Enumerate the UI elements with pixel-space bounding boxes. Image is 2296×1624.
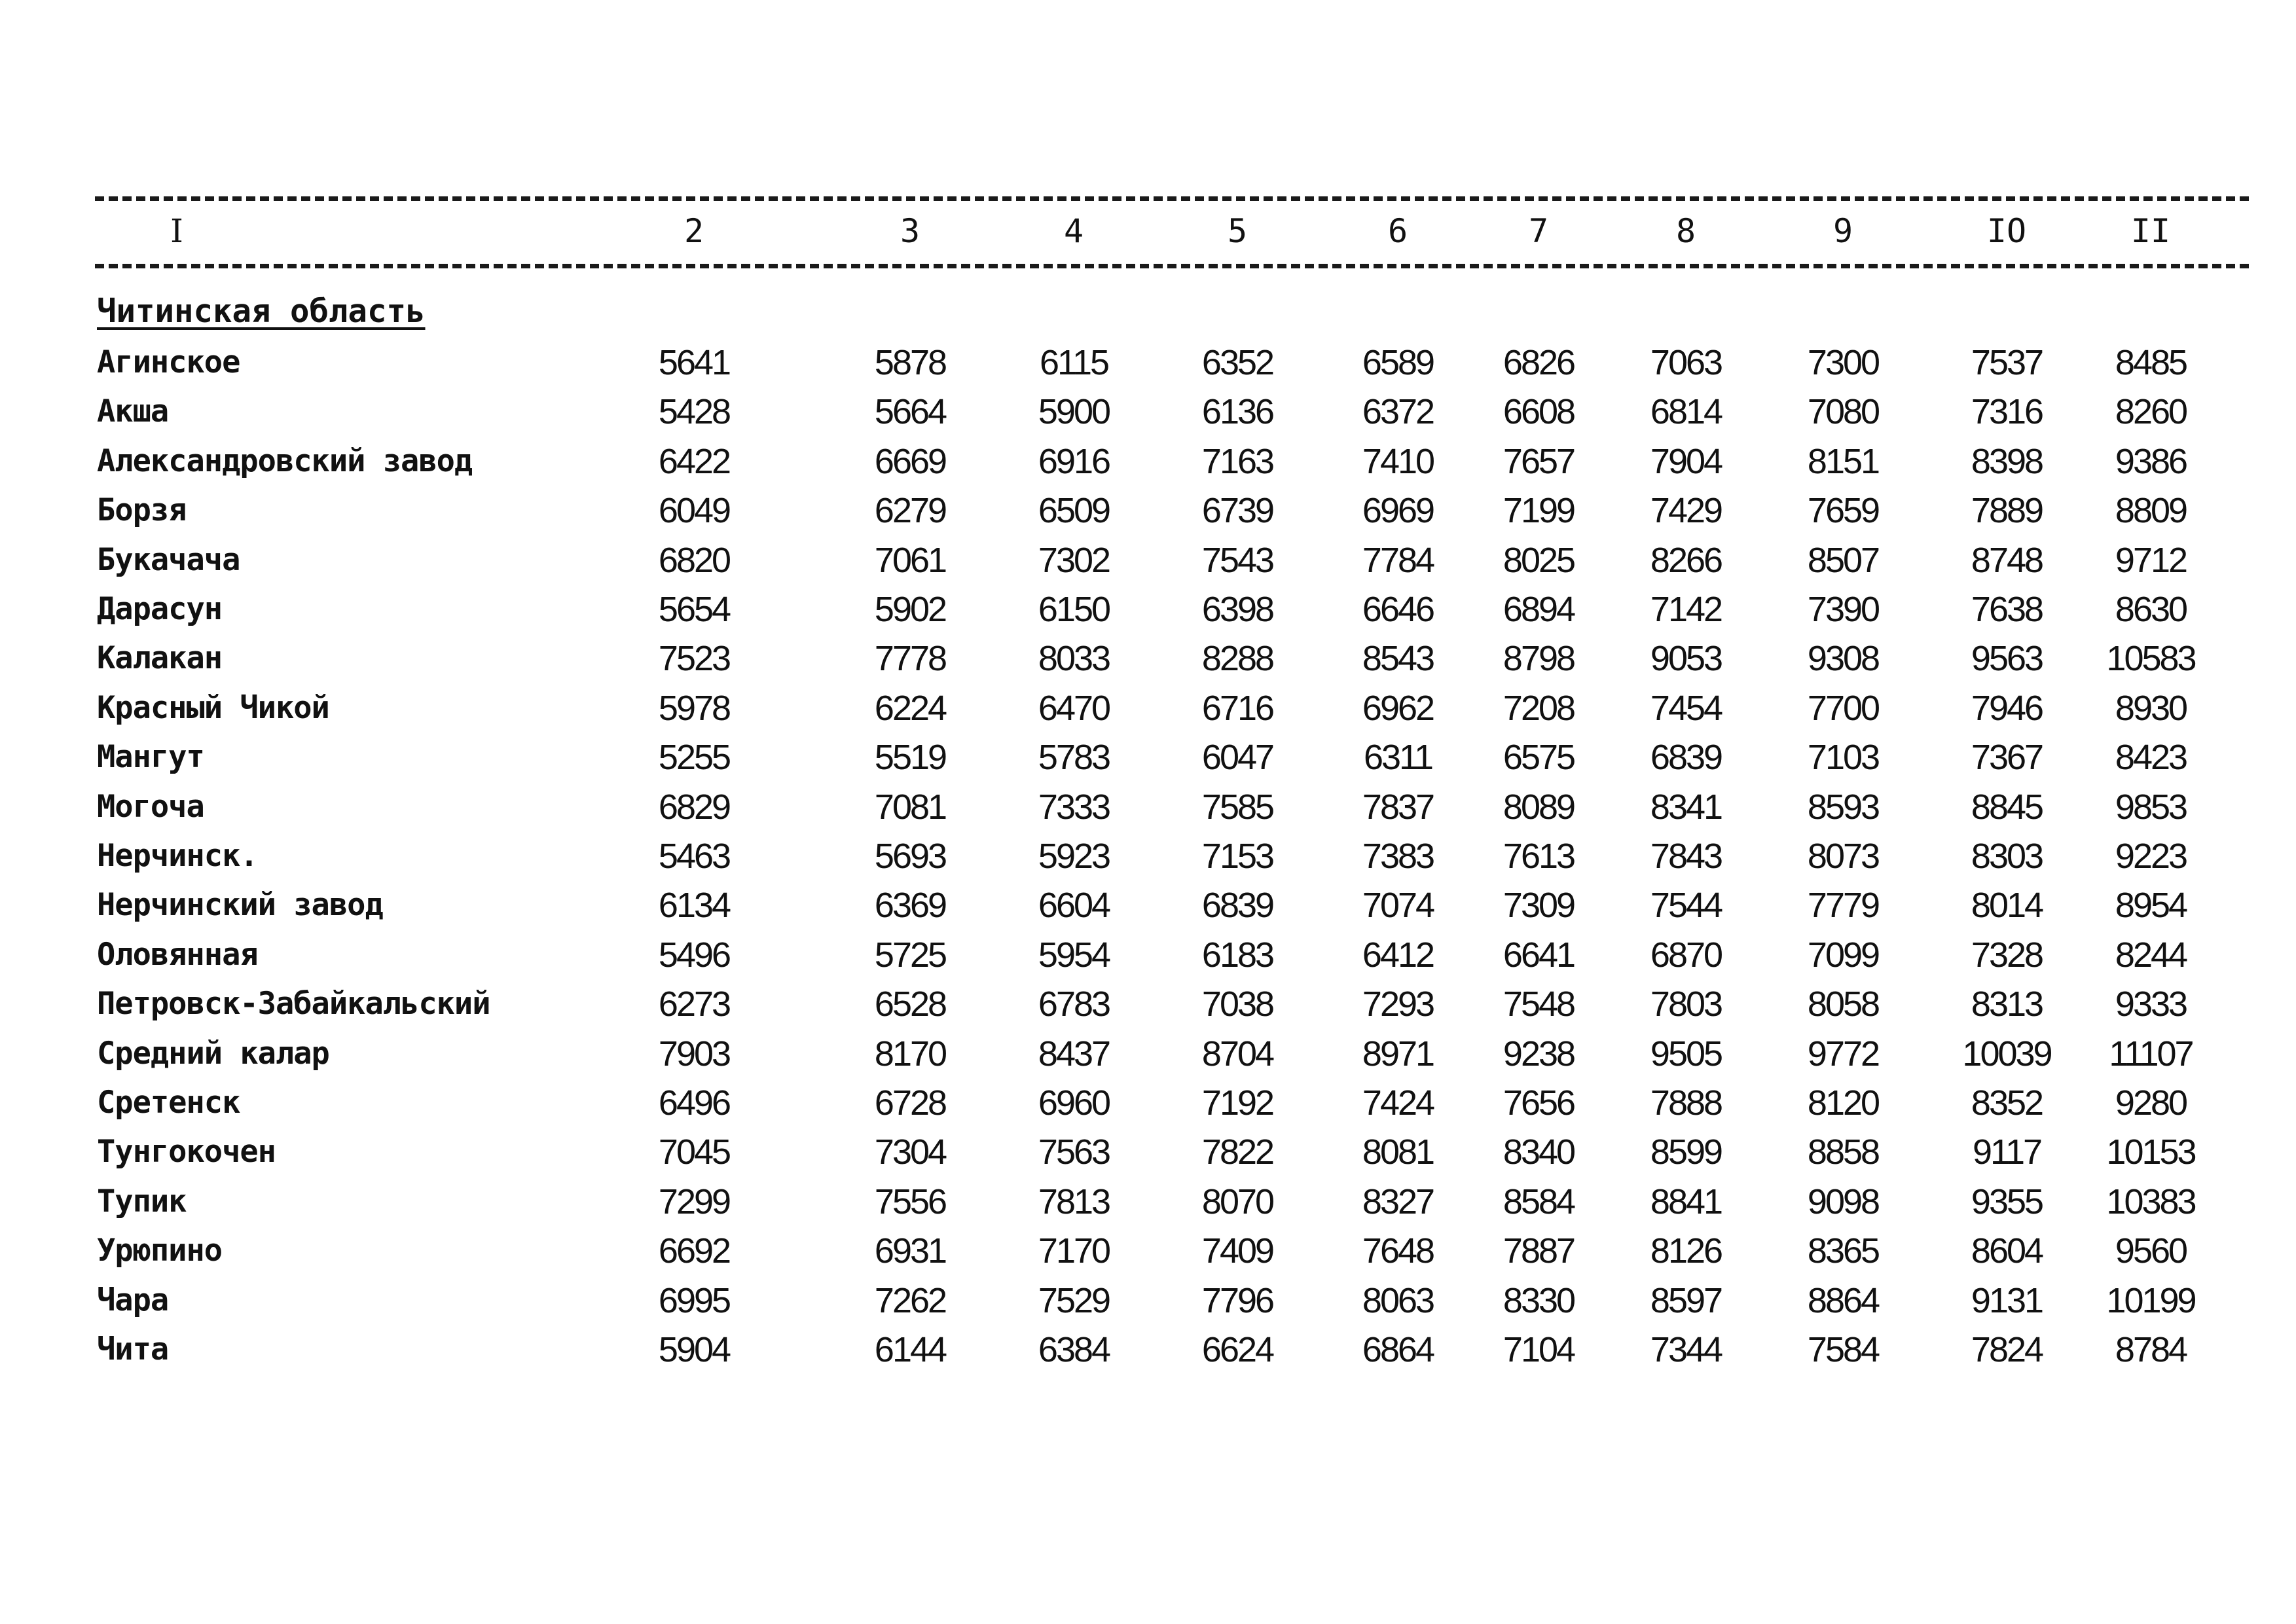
- table-cell-col-10: 8398: [1971, 442, 2043, 481]
- settlement-name: Красный Чикой: [97, 690, 329, 726]
- table-cell-col-3: 6279: [874, 491, 946, 530]
- table-cell-col-7: 7887: [1503, 1231, 1575, 1271]
- table-cell-col-7: 8798: [1503, 639, 1575, 678]
- table-cell-col-10: 8352: [1971, 1083, 2043, 1123]
- table-cell-col-2: 7299: [658, 1182, 730, 1221]
- table-cell-col-11: 8930: [2115, 689, 2187, 728]
- column-header-2: 2: [683, 212, 704, 250]
- table-row: [0, 585, 2296, 634]
- table-cell-col-11: 8485: [2115, 343, 2187, 382]
- table-row: [0, 437, 2296, 486]
- settlement-name: Чита: [97, 1331, 169, 1367]
- table-cell-col-5: 6352: [1201, 343, 1273, 382]
- table-cell-col-7: 7613: [1503, 837, 1575, 876]
- table-cell-col-4: 5783: [1038, 738, 1110, 777]
- table-cell-col-4: 7333: [1038, 787, 1110, 827]
- table-cell-col-10: 7946: [1971, 689, 2043, 728]
- table-cell-col-3: 7061: [874, 541, 946, 580]
- settlement-name: Сретенск: [97, 1085, 240, 1121]
- table-cell-col-10: 9355: [1971, 1182, 2043, 1221]
- table-cell-col-6: 8543: [1362, 639, 1434, 678]
- table-cell-col-2: 5463: [658, 837, 730, 876]
- table-row: [0, 1178, 2296, 1226]
- table-cell-col-6: 6372: [1362, 392, 1434, 431]
- table-cell-col-8: 7803: [1650, 984, 1722, 1024]
- table-cell-col-8: 7888: [1650, 1083, 1722, 1123]
- table-cell-col-11: 9223: [2115, 837, 2187, 876]
- table-cell-col-3: 8170: [874, 1034, 946, 1074]
- table-cell-col-5: 7796: [1201, 1281, 1273, 1320]
- table-cell-col-2: 6422: [658, 442, 730, 481]
- table-cell-col-3: 5902: [874, 590, 946, 629]
- table-cell-col-4: 7170: [1038, 1231, 1110, 1271]
- table-cell-col-2: 6496: [658, 1083, 730, 1123]
- table-cell-col-8: 8841: [1650, 1182, 1722, 1221]
- table-cell-col-9: 7390: [1807, 590, 1879, 629]
- table-cell-col-4: 7813: [1038, 1182, 1110, 1221]
- table-cell-col-7: 7104: [1503, 1330, 1575, 1369]
- table-cell-col-11: 8244: [2115, 935, 2187, 975]
- table-cell-col-2: 7045: [658, 1132, 730, 1172]
- table-cell-col-8: 7344: [1650, 1330, 1722, 1369]
- table-cell-col-9: 7103: [1807, 738, 1879, 777]
- table-cell-col-10: 7316: [1971, 392, 2043, 431]
- table-row: [0, 536, 2296, 585]
- table-cell-col-3: 6728: [874, 1083, 946, 1123]
- table-cell-col-4: 7529: [1038, 1281, 1110, 1320]
- table-cell-col-4: 5954: [1038, 935, 1110, 975]
- table-cell-col-5: 8070: [1201, 1182, 1273, 1221]
- table-cell-col-5: 7822: [1201, 1132, 1273, 1172]
- settlement-name: Калакан: [97, 640, 223, 676]
- table-row: [0, 388, 2296, 436]
- settlement-name: Урюпино: [97, 1233, 223, 1269]
- table-cell-col-10: 9131: [1971, 1281, 2043, 1320]
- table-cell-col-2: 6829: [658, 787, 730, 827]
- table-cell-col-4: 8033: [1038, 639, 1110, 678]
- table-cell-col-3: 5664: [874, 392, 946, 431]
- table-cell-col-2: 5255: [658, 738, 730, 777]
- table-cell-col-3: 7304: [874, 1132, 946, 1172]
- column-header-5: 5: [1227, 212, 1248, 250]
- settlement-name: Александровский завод: [97, 443, 473, 479]
- table-cell-col-6: 7784: [1362, 541, 1434, 580]
- table-cell-col-7: 6608: [1503, 392, 1575, 431]
- table-cell-col-11: 9280: [2115, 1083, 2187, 1123]
- settlement-name: Нерчинск.: [97, 838, 258, 874]
- settlement-name: Средний калар: [97, 1036, 329, 1072]
- table-header-rule: [95, 264, 2249, 268]
- table-cell-col-7: 8025: [1503, 541, 1575, 580]
- table-cell-col-3: 6528: [874, 984, 946, 1024]
- table-cell-col-5: 6047: [1201, 738, 1273, 777]
- table-row: [0, 1227, 2296, 1275]
- table-cell-col-9: 8120: [1807, 1083, 1879, 1123]
- table-cell-col-3: 6931: [874, 1231, 946, 1271]
- table-cell-col-11: 8630: [2115, 590, 2187, 629]
- table-cell-col-8: 8126: [1650, 1231, 1722, 1271]
- table-cell-col-9: 8073: [1807, 837, 1879, 876]
- settlement-name: Петровск-Забайкальский: [97, 986, 490, 1022]
- table-cell-col-7: 6894: [1503, 590, 1575, 629]
- table-row: [0, 783, 2296, 831]
- table-cell-col-9: 9308: [1807, 639, 1879, 678]
- table-cell-col-6: 6589: [1362, 343, 1434, 382]
- table-cell-col-5: 6183: [1201, 935, 1273, 975]
- column-header-9: 9: [1832, 212, 1853, 250]
- table-cell-col-2: 5641: [658, 343, 730, 382]
- table-cell-col-7: 7548: [1503, 984, 1575, 1024]
- table-cell-col-9: 7099: [1807, 935, 1879, 975]
- table-cell-col-5: 6624: [1201, 1330, 1273, 1369]
- table-cell-col-3: 5693: [874, 837, 946, 876]
- table-row: [0, 1128, 2296, 1176]
- table-cell-col-9: 7779: [1807, 886, 1879, 925]
- table-cell-col-7: 7309: [1503, 886, 1575, 925]
- table-cell-col-7: 8584: [1503, 1182, 1575, 1221]
- table-cell-col-4: 6470: [1038, 689, 1110, 728]
- table-cell-col-6: 7837: [1362, 787, 1434, 827]
- table-cell-col-7: 6826: [1503, 343, 1575, 382]
- column-header-4: 4: [1063, 212, 1084, 250]
- table-cell-col-11: 9712: [2115, 541, 2187, 580]
- table-cell-col-2: 7903: [658, 1034, 730, 1074]
- table-row: [0, 684, 2296, 732]
- table-cell-col-8: 8266: [1650, 541, 1722, 580]
- table-cell-col-5: 8704: [1201, 1034, 1273, 1074]
- table-cell-col-6: 7648: [1362, 1231, 1434, 1271]
- table-cell-col-2: 6692: [658, 1231, 730, 1271]
- table-cell-col-5: 7163: [1201, 442, 1273, 481]
- table-cell-col-11: 10383: [2106, 1182, 2195, 1221]
- table-cell-col-8: 9505: [1650, 1034, 1722, 1074]
- settlement-name: Акша: [97, 393, 169, 429]
- table-cell-col-10: 8313: [1971, 984, 2043, 1024]
- table-cell-col-11: 8423: [2115, 738, 2187, 777]
- table-cell-col-10: 7824: [1971, 1330, 2043, 1369]
- table-row: [0, 733, 2296, 782]
- table-cell-col-10: 10039: [1962, 1034, 2051, 1074]
- table-cell-col-7: 9238: [1503, 1034, 1575, 1074]
- column-header-8: 8: [1675, 212, 1696, 250]
- table-cell-col-6: 8063: [1362, 1281, 1434, 1320]
- table-cell-col-11: 8809: [2115, 491, 2187, 530]
- table-cell-col-6: 8081: [1362, 1132, 1434, 1172]
- table-row: [0, 931, 2296, 979]
- table-cell-col-5: 7585: [1201, 787, 1273, 827]
- table-cell-col-2: 5654: [658, 590, 730, 629]
- table-cell-col-7: 7656: [1503, 1083, 1575, 1123]
- table-cell-col-10: 8845: [1971, 787, 2043, 827]
- table-cell-col-7: 7208: [1503, 689, 1575, 728]
- table-cell-col-6: 7424: [1362, 1083, 1434, 1123]
- table-cell-col-8: 7904: [1650, 442, 1722, 481]
- table-cell-col-2: 7523: [658, 639, 730, 678]
- settlement-name: Дарасун: [97, 591, 223, 627]
- table-cell-col-9: 8151: [1807, 442, 1879, 481]
- table-row: [0, 634, 2296, 683]
- table-cell-col-9: 7659: [1807, 491, 1879, 530]
- table-cell-col-4: 6604: [1038, 886, 1110, 925]
- table-cell-col-5: 7543: [1201, 541, 1273, 580]
- table-cell-col-6: 7293: [1362, 984, 1434, 1024]
- table-cell-col-9: 7584: [1807, 1330, 1879, 1369]
- table-cell-col-3: 5519: [874, 738, 946, 777]
- table-row: [0, 1030, 2296, 1078]
- table-cell-col-7: 6641: [1503, 935, 1575, 975]
- table-cell-col-10: 7367: [1971, 738, 2043, 777]
- table-cell-col-7: 8089: [1503, 787, 1575, 827]
- table-cell-col-10: 7537: [1971, 343, 2043, 382]
- column-header-11: II: [2130, 212, 2171, 250]
- table-cell-col-8: 6870: [1650, 935, 1722, 975]
- table-cell-col-11: 9333: [2115, 984, 2187, 1024]
- settlement-name: Оловянная: [97, 937, 258, 973]
- table-cell-col-10: 7638: [1971, 590, 2043, 629]
- table-cell-col-5: 6739: [1201, 491, 1273, 530]
- table-cell-col-11: 9386: [2115, 442, 2187, 481]
- table-cell-col-5: 6136: [1201, 392, 1273, 431]
- table-cell-col-11: 10153: [2106, 1132, 2195, 1172]
- table-cell-col-6: 7410: [1362, 442, 1434, 481]
- table-cell-col-11: 8954: [2115, 886, 2187, 925]
- table-cell-col-3: 5878: [874, 343, 946, 382]
- table-cell-col-2: 6273: [658, 984, 730, 1024]
- table-cell-col-11: 11107: [2109, 1034, 2193, 1074]
- table-cell-col-11: 10583: [2106, 639, 2195, 678]
- table-cell-col-6: 8971: [1362, 1034, 1434, 1074]
- table-cell-col-10: 7328: [1971, 935, 2043, 975]
- table-cell-col-6: 7074: [1362, 886, 1434, 925]
- table-cell-col-8: 6814: [1650, 392, 1722, 431]
- table-cell-col-3: 7262: [874, 1281, 946, 1320]
- table-cell-col-9: 9098: [1807, 1182, 1879, 1221]
- table-cell-col-10: 9563: [1971, 639, 2043, 678]
- table-row: [0, 832, 2296, 880]
- table-cell-col-2: 6049: [658, 491, 730, 530]
- table-cell-col-10: 7889: [1971, 491, 2043, 530]
- table-cell-col-7: 7199: [1503, 491, 1575, 530]
- table-cell-col-4: 6384: [1038, 1330, 1110, 1369]
- table-cell-col-4: 6960: [1038, 1083, 1110, 1123]
- table-cell-col-11: 10199: [2106, 1281, 2195, 1320]
- table-cell-col-3: 6669: [874, 442, 946, 481]
- table-cell-col-8: 7454: [1650, 689, 1722, 728]
- table-cell-col-9: 9772: [1807, 1034, 1879, 1074]
- table-cell-col-10: 8014: [1971, 886, 2043, 925]
- settlement-name: Тупик: [97, 1183, 187, 1219]
- table-cell-col-7: 8330: [1503, 1281, 1575, 1320]
- table-cell-col-6: 6962: [1362, 689, 1434, 728]
- region-heading: Читинская область: [97, 293, 426, 330]
- table-cell-col-9: 8365: [1807, 1231, 1879, 1271]
- table-cell-col-7: 7657: [1503, 442, 1575, 481]
- settlement-name: Букачача: [97, 542, 240, 578]
- table-cell-col-3: 7556: [874, 1182, 946, 1221]
- table-row: [0, 881, 2296, 929]
- settlement-name: Мангут: [97, 739, 204, 775]
- table-cell-col-7: 6575: [1503, 738, 1575, 777]
- table-cell-col-6: 8327: [1362, 1182, 1434, 1221]
- table-cell-col-6: 6646: [1362, 590, 1434, 629]
- table-cell-col-6: 6311: [1363, 738, 1432, 777]
- table-cell-col-5: 6839: [1201, 886, 1273, 925]
- table-cell-col-8: 7429: [1650, 491, 1722, 530]
- table-row: [0, 1326, 2296, 1374]
- table-cell-col-7: 8340: [1503, 1132, 1575, 1172]
- table-cell-col-8: 8597: [1650, 1281, 1722, 1320]
- table-row: [0, 486, 2296, 535]
- settlement-name: Борзя: [97, 492, 187, 528]
- table-cell-col-8: 6839: [1650, 738, 1722, 777]
- table-cell-col-8: 7142: [1650, 590, 1722, 629]
- table-cell-col-8: 9053: [1650, 639, 1722, 678]
- table-cell-col-8: 7544: [1650, 886, 1722, 925]
- table-cell-col-4: 6916: [1038, 442, 1110, 481]
- settlement-name: Агинское: [97, 344, 240, 380]
- settlement-name: Нерчинский завод: [97, 887, 383, 923]
- column-header-3: 3: [900, 212, 920, 250]
- table-cell-col-6: 6412: [1362, 935, 1434, 975]
- table-cell-col-2: 5428: [658, 392, 730, 431]
- table-cell-col-4: 6115: [1039, 343, 1108, 382]
- table-cell-col-9: 7300: [1807, 343, 1879, 382]
- table-cell-col-5: 6398: [1201, 590, 1273, 629]
- table-cell-col-10: 9117: [1972, 1132, 2041, 1172]
- table-cell-col-2: 5904: [658, 1330, 730, 1369]
- table-top-rule: [95, 196, 2249, 201]
- table-cell-col-5: 7409: [1201, 1231, 1273, 1271]
- table-cell-col-5: 6716: [1201, 689, 1273, 728]
- table-row: [0, 980, 2296, 1028]
- table-cell-col-4: 8437: [1038, 1034, 1110, 1074]
- table-cell-col-8: 7063: [1650, 343, 1722, 382]
- column-header-10: IO: [1986, 212, 2027, 250]
- table-cell-col-5: 8288: [1201, 639, 1273, 678]
- table-cell-col-3: 6224: [874, 689, 946, 728]
- table-cell-col-9: 8858: [1807, 1132, 1879, 1172]
- table-cell-col-4: 6509: [1038, 491, 1110, 530]
- table-cell-col-5: 7038: [1201, 984, 1273, 1024]
- table-cell-col-3: 7081: [874, 787, 946, 827]
- table-cell-col-8: 7843: [1650, 837, 1722, 876]
- table-cell-col-2: 6820: [658, 541, 730, 580]
- table-cell-col-3: 5725: [874, 935, 946, 975]
- table-cell-col-9: 8507: [1807, 541, 1879, 580]
- settlement-name: Чара: [97, 1282, 169, 1318]
- settlement-name: Могоча: [97, 789, 204, 825]
- table-cell-col-10: 8748: [1971, 541, 2043, 580]
- table-cell-col-11: 8260: [2115, 392, 2187, 431]
- table-cell-col-6: 6969: [1362, 491, 1434, 530]
- table-row: [0, 1276, 2296, 1325]
- table-row: [0, 338, 2296, 387]
- table-cell-col-8: 8599: [1650, 1132, 1722, 1172]
- table-cell-col-4: 7563: [1038, 1132, 1110, 1172]
- table-cell-col-3: 6144: [874, 1330, 946, 1369]
- table-cell-col-6: 6864: [1362, 1330, 1434, 1369]
- settlement-name: Тунгокочен: [97, 1134, 276, 1170]
- table-cell-col-2: 6134: [658, 886, 730, 925]
- table-cell-col-10: 8303: [1971, 837, 2043, 876]
- table-cell-col-11: 8784: [2115, 1330, 2187, 1369]
- table-cell-col-3: 7778: [874, 639, 946, 678]
- table-cell-col-5: 7153: [1201, 837, 1273, 876]
- table-cell-col-4: 6783: [1038, 984, 1110, 1024]
- table-cell-col-2: 5978: [658, 689, 730, 728]
- table-cell-col-2: 5496: [658, 935, 730, 975]
- table-cell-col-2: 6995: [658, 1281, 730, 1320]
- table-cell-col-9: 7700: [1807, 689, 1879, 728]
- table-cell-col-4: 6150: [1038, 590, 1110, 629]
- table-cell-col-10: 8604: [1971, 1231, 2043, 1271]
- table-cell-col-6: 7383: [1362, 837, 1434, 876]
- table-cell-col-9: 8593: [1807, 787, 1879, 827]
- table-cell-col-9: 7080: [1807, 392, 1879, 431]
- table-cell-col-4: 5900: [1038, 392, 1110, 431]
- column-header-1: I: [170, 212, 183, 250]
- column-header-7: 7: [1528, 212, 1549, 250]
- table-cell-col-5: 7192: [1201, 1083, 1273, 1123]
- table-cell-col-4: 7302: [1038, 541, 1110, 580]
- table-cell-col-9: 8864: [1807, 1281, 1879, 1320]
- table-row: [0, 1079, 2296, 1127]
- table-cell-col-3: 6369: [874, 886, 946, 925]
- column-header-6: 6: [1387, 212, 1408, 250]
- table-cell-col-11: 9560: [2115, 1231, 2187, 1271]
- table-cell-col-4: 5923: [1038, 837, 1110, 876]
- table-cell-col-9: 8058: [1807, 984, 1879, 1024]
- table-cell-col-8: 8341: [1650, 787, 1722, 827]
- table-cell-col-11: 9853: [2115, 787, 2187, 827]
